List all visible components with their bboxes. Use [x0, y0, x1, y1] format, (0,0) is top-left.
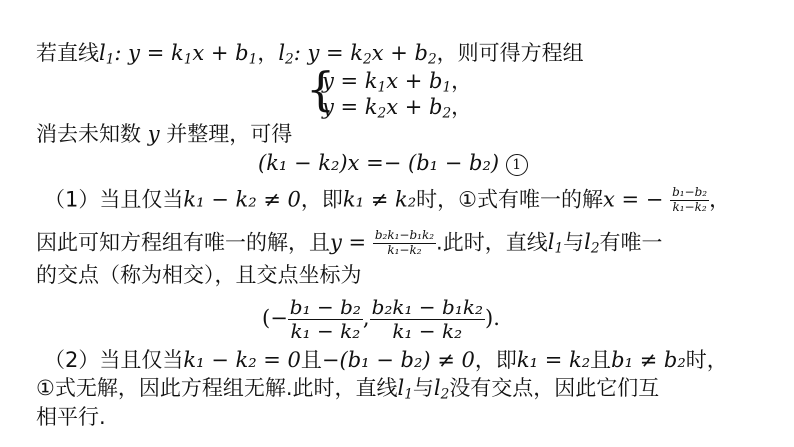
- case2-line: （2）当且仅当k₁ − k₂ = 0且−(b₁ − b₂) ≠ 0，即k₁ = k₂且b₁ ≠ b₂时，: [44, 348, 728, 372]
- intersection-point: (− $\frac{\text{b₁ − b₂}}{\text{k₁ − k₂}}$ , $\frac{\text{b₂k₁ − b₁k₂}}{\text{k₁ − k₂}}$ ).: [262, 295, 500, 343]
- fraction-point-y: $\frac{\text{b₂k₁ − b₁k₂}}{\text{k₁ − k₂}}$: [371, 295, 483, 343]
- case2-line-2: ①式无解，因此方程组无解.此时，直线$l_1$与$l_2$没有交点，因此它们互: [36, 376, 660, 403]
- case1-line: （1）当且仅当k₁ − k₂ ≠ 0，即k₁ ≠ k₂时，①式有唯一的解x = − $\frac{\text{b₁−b₂}}{\text{k₁−k₂}}$ ，: [44, 185, 731, 214]
- fraction-x-solution: $\frac{\text{b₁−b₂}}{\text{k₁−k₂}}$: [672, 185, 708, 214]
- separator: ，: [257, 41, 279, 65]
- math-l2: $l_2$: $y = k_2x + b_2$: [278, 41, 437, 68]
- system-brace: {: [306, 62, 336, 116]
- main-equation: (k₁ − k₂)x =− (b₁ − b₂) 1: [258, 150, 528, 176]
- text-then: ，则可得方程组: [436, 41, 584, 65]
- circled-one-mark: 1: [506, 154, 528, 176]
- line-eliminate: 消去未知数 y 并整理，可得: [36, 122, 293, 146]
- case1-line-2: 因此可知方程组有唯一的解，且y = $\frac{\text{b₂k₁−b₁k₂}}{\text{k₁−k₂}}$ .此时，直线$l_1$与$l_2$有唯一: [36, 228, 663, 257]
- fraction-y-solution: $\frac{\text{b₂k₁−b₁k₂}}{\text{k₁−k₂}}$: [374, 228, 435, 257]
- fraction-point-x: $\frac{\text{b₁ − b₂}}{\text{k₁ − k₂}}$: [289, 295, 361, 343]
- case1-line-3: 的交点（称为相交），且交点坐标为: [36, 263, 362, 287]
- math-l1: $l_1$: $y = k_1x + b_1$: [99, 41, 258, 68]
- system-eq-1: $y = k_1x + b_1$，: [322, 69, 473, 96]
- text-intro: 若直线: [36, 41, 99, 65]
- case2-line-3: 相平行.: [36, 405, 106, 429]
- system-eq-2: $y = k_2x + b_2$，: [322, 95, 473, 122]
